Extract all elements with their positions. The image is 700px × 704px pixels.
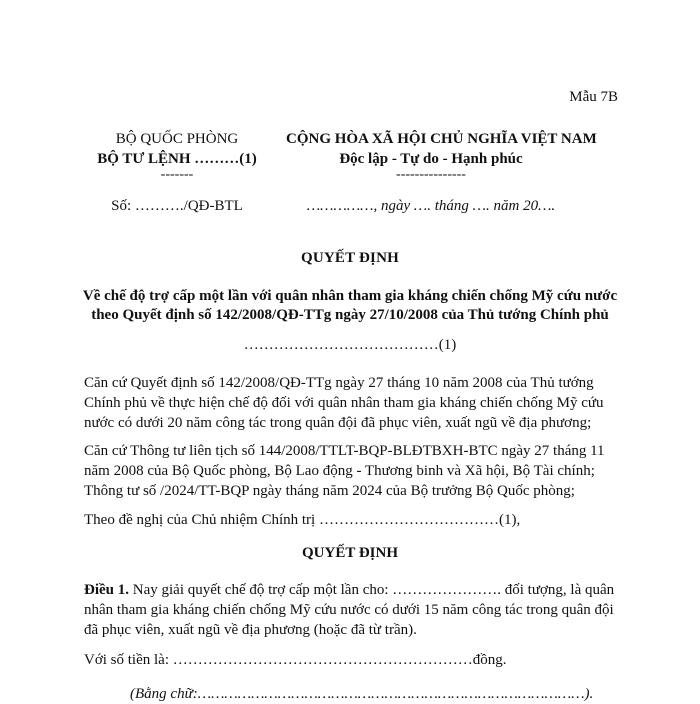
amount-in-words-line: (Bằng chữ:……………………………………………………………………………). bbox=[130, 686, 594, 702]
country-name: CỘNG HÒA XÃ HỘI CHỦ NGHĨA VIỆT NAM bbox=[286, 131, 597, 147]
article-1-text: Nay giải quyết chế độ trợ cấp một lần cho: …………………. đối tượng, là quân nhân tham gia kháng chiến chống Mỹ cứu nước có dưới 15 năm công tác trong quân đội đã phục viên, xuất ngũ về địa phương (hoặc đã từ trần). bbox=[84, 582, 615, 638]
legal-basis-1: Căn cứ Quyết định số 142/2008/QĐ-TTg ngày 27 tháng 10 năm 2008 của Thủ tướng Chính phủ về thực hiện chế độ đối với quân nhân tham gia kháng chiến chống Mỹ cứu nước có dưới 20 năm công tác trong quân đội đã phục viên, xuất ngũ về địa phương; bbox=[84, 375, 604, 431]
left-divider: ------- bbox=[160, 167, 194, 182]
place-date-line: ……………, ngày …. tháng …. năm 20…. bbox=[306, 198, 556, 214]
article-1-label: Điều 1. bbox=[84, 582, 129, 598]
amount-line: Với số tiền là: ……………………………………………………đồng. bbox=[84, 652, 507, 668]
form-code: Mẫu 7B bbox=[569, 89, 618, 105]
right-divider: --------------- bbox=[396, 167, 466, 182]
article-1 bbox=[84, 580, 624, 640]
document-title: QUYẾT ĐỊNH bbox=[301, 250, 399, 266]
proposal-line: Theo đề nghị của Chủ nhiệm Chính trị ………………………………(1), bbox=[84, 512, 521, 528]
ministry-name: BỘ QUỐC PHÒNG bbox=[115, 131, 239, 147]
document-subtitle: Về chế độ trợ cấp một lần với quân nhân tham gia kháng chiến chống Mỹ cứu nước theo Quyết định số 142/2008/QĐ-TTg ngày 27/10/2008 của Thủ tướng Chính phủ bbox=[82, 288, 618, 323]
national-motto: Độc lập - Tự do - Hạnh phúc bbox=[339, 151, 523, 167]
command-name: BỘ TƯ LỆNH ………(1) bbox=[97, 151, 257, 167]
legal-basis-2: Căn cứ Thông tư liên tịch số 144/2008/TTLT-BQP-BLĐTBXH-BTC ngày 27 tháng 11 năm 2008 của Bộ Quốc phòng, Bộ Lao động - Thương binh và Xã hội, Bộ Tài chính; Thông tư số /2024/TT-BQP ngày tháng năm 2024 của Bộ trưởng Bộ Quốc phòng; bbox=[84, 443, 605, 499]
document-number: Số: ………./QĐ-BTL bbox=[111, 198, 243, 214]
national-header-block bbox=[286, 129, 597, 216]
issuing-authority-block bbox=[84, 129, 270, 216]
decision-heading: QUYẾT ĐỊNH bbox=[302, 545, 398, 561]
issuer-line: …………………………………(1) bbox=[243, 337, 457, 353]
